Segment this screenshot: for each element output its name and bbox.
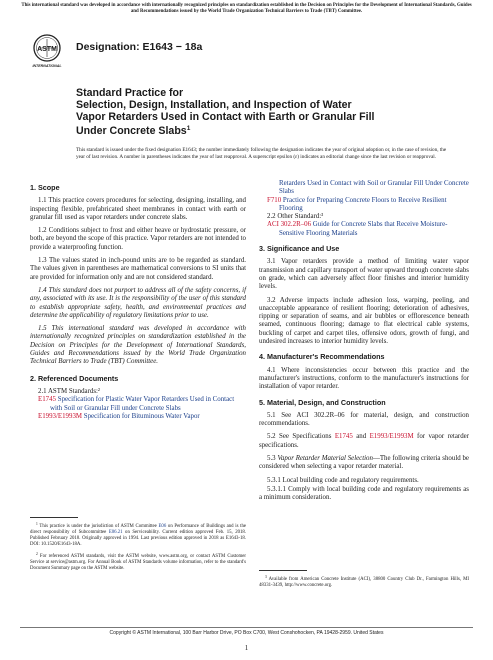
- title-line-2: Selection, Design, Installation, and Inspection of Water: [76, 99, 352, 111]
- other-standards-label: 2.2 Other Standard:³: [267, 213, 324, 221]
- para-1-3: 1.3 The values stated in inch-pound units are to be regarded as standard. The values given in parentheses are mathematical conversions to SI units that are provided for information only and are not considered standard.: [30, 257, 246, 281]
- para-3-1: 3.1 Vapor retarders provide a method of limiting water vapor transmission and capillary transport of water upward through concrete slabs on grade, which can adversely affect floor finishes and interior humidity levels.: [259, 258, 469, 291]
- para-4-1: 4.1 Where inconsistencies occur between this practice and the manufacturer's instructions, conform to the manufacturer's instructions for installation of vapor retarder.: [259, 366, 469, 391]
- footnote-divider-left: [30, 517, 78, 518]
- footer-divider: [20, 627, 473, 628]
- footnotes-right: [259, 574, 469, 592]
- section-heading-referenced-documents: 2. Referenced Documents: [30, 373, 119, 383]
- footnote-divider-right: [259, 570, 307, 571]
- wto-notice: This international standard was developed in accordance with internationally recognized principles on standardization established in the Decision on Principles for the Development of International Standards, Guides and Recommendations issued by the World Trade Organization Technical Barriers to Trade (TBT) Committee.: [21, 3, 472, 15]
- footnote-3: $^3$ Available from American Concrete Institute (ACI), 38800 Country Club Dr., Farmington Hills, MI 48331-3439, http://www.concrete.org.: [259, 575, 470, 588]
- ref-e1993-cont[interactable]: Retarders Used in Contact with Soil or Granular Fill Under Concrete Slabs: [279, 180, 469, 196]
- svg-text:INTERNATIONAL: INTERNATIONAL: [32, 64, 62, 68]
- right-column: [259, 180, 469, 508]
- section-heading-significance: 3. Significance and Use: [259, 244, 340, 254]
- para-5-2: 5.2 See Specifications E1745 and E1993/E1993M for vapor retarder specifications.: [259, 433, 469, 449]
- astm-standards-list: [30, 388, 246, 421]
- title-line-4: Under Concrete Slabs: [76, 125, 187, 137]
- footnotes-left: [30, 521, 246, 575]
- para-1-4: 1.4 This standard does not purport to address all of the safety concerns, if any, associated with its use. It is the responsibility of the user of this standard to establish appropriate safety, health, and environmental practices and determine the applicability of regulatory limitations prior to use.: [30, 286, 246, 319]
- section-heading-material: 5. Material, Design, and Construction: [259, 397, 386, 407]
- ref-f710[interactable]: F710 Practice for Preparing Concrete Floors to Receive Resilient Flooring: [267, 196, 447, 212]
- copyright-footer: Copyright © ASTM International, 100 Barr Harbor Drive, PO Box C700, West Conshohocken, PA 19428-2959. United States: [109, 630, 384, 636]
- section-heading-scope: 1. Scope: [30, 183, 60, 192]
- left-column: [30, 184, 246, 426]
- section-heading-manufacturers: 4. Manufacturer's Recommendations: [259, 352, 385, 362]
- footnote-2: $^2$ For referenced ASTM standards, visit the ASTM website, www.astm.org, or contact ASTM Customer Service at service@astm.org. For Annual Book of ASTM Standards volume information, refer to the standard's Document Summary page on the ASTM website.: [30, 552, 246, 571]
- designation: Designation: E1643 − 18a: [76, 41, 203, 53]
- ref-e1993[interactable]: E1993/E1993M Specification for Bituminous Water Vapor: [38, 412, 200, 420]
- document-title: [76, 87, 436, 137]
- ref-e1745[interactable]: E1745 Specification for Plastic Water Vapor Retarders Used in Contact with Soil or Granular Fill under Concrete Slabs: [38, 396, 235, 412]
- para-1-1: 1.1 This practice covers procedures for selecting, designing, installing, and inspecting flexible, prefabricated sheet membranes in contact with earth or granular fill used as vapor retarders under concrete slabs.: [30, 197, 246, 221]
- para-1-5: 1.5 This international standard was developed in accordance with internationally recognized principles on standardization established in the Decision on Principles for the Development of International Standards, Guides and Recommendations issued by the World Trade Organization Technical Barriers to Trade (TBT) Committee.: [30, 325, 246, 366]
- astm-standards-label: 2.1 ASTM Standards:²: [38, 387, 100, 395]
- footnote-1: $^1$ This practice is under the jurisdiction of ASTM Committee E06 on Performance of Buildings and is the direct responsibility of Subcommittee E06.21 on Serviceability. Current edition approved Feb. 15, 2018. Published February 2018. Originally approved in 1994. Last previous edition approved in 2018 as E1643-18. DOI: 10.1520/E1643-18A.: [30, 522, 246, 547]
- title-line-1: Standard Practice for: [76, 87, 184, 99]
- ref-aci-302[interactable]: ACI 302.2R–06 Guide for Concrete Slabs that Receive Moisture-Sensitive Flooring Materials: [267, 221, 448, 237]
- para-5-3-1: 5.3.1 Local building code and regulatory requirements.: [267, 476, 419, 484]
- para-5-3: 5.3 Vapor Retarder Material Selection—The following criteria should be considered when selecting a vapor retarder material.: [259, 455, 469, 471]
- svg-text:ASTM: ASTM: [37, 46, 57, 53]
- page-number: 1: [244, 644, 249, 652]
- title-line-3: Vapor Retarders Used in Contact with Earth or Granular Fill: [76, 111, 375, 123]
- astm-logo-icon: [32, 33, 62, 73]
- para-5-1: 5.1 See ACI 302.2R–06 for material, design, and construction recommendations.: [259, 411, 469, 428]
- astm-standards-list-cont: [259, 180, 469, 238]
- para-1-2: 1.2 Conditions subject to frost and either heave or hydrostatic pressure, or both, are beyond the scope of this practice. Vapor retarders are not intended to provide a waterproofing function.: [30, 227, 246, 251]
- issuance-note: This standard is issued under the fixed designation E1643; the number immediately following the designation indicates the year of original adoption or, in the case of revision, the year of last revision. A number in parentheses indicates the year of last reapproval. A superscript epsilon (ε) indicates an editorial change since the last revision or reapproval.: [76, 147, 447, 160]
- para-3-2: 3.2 Adverse impacts include adhesion loss, warping, peeling, and unacceptable appearance of resilient flooring; deterioration of adhesives, ripping or separation of seams, and air bubbles or efflorescence beneath seamed, continuous flooring; damage to flat electrical cable systems, buckling of carpet and carpet tiles, offensive odors, growth of fungi, and undesired increases to interior humidity levels.: [259, 296, 469, 346]
- title-footnote-mark: 1: [186, 125, 191, 132]
- para-5-3-1-1: 5.3.1.1 Comply with local building code and regulatory requirements as a minimum consideration.: [259, 485, 469, 502]
